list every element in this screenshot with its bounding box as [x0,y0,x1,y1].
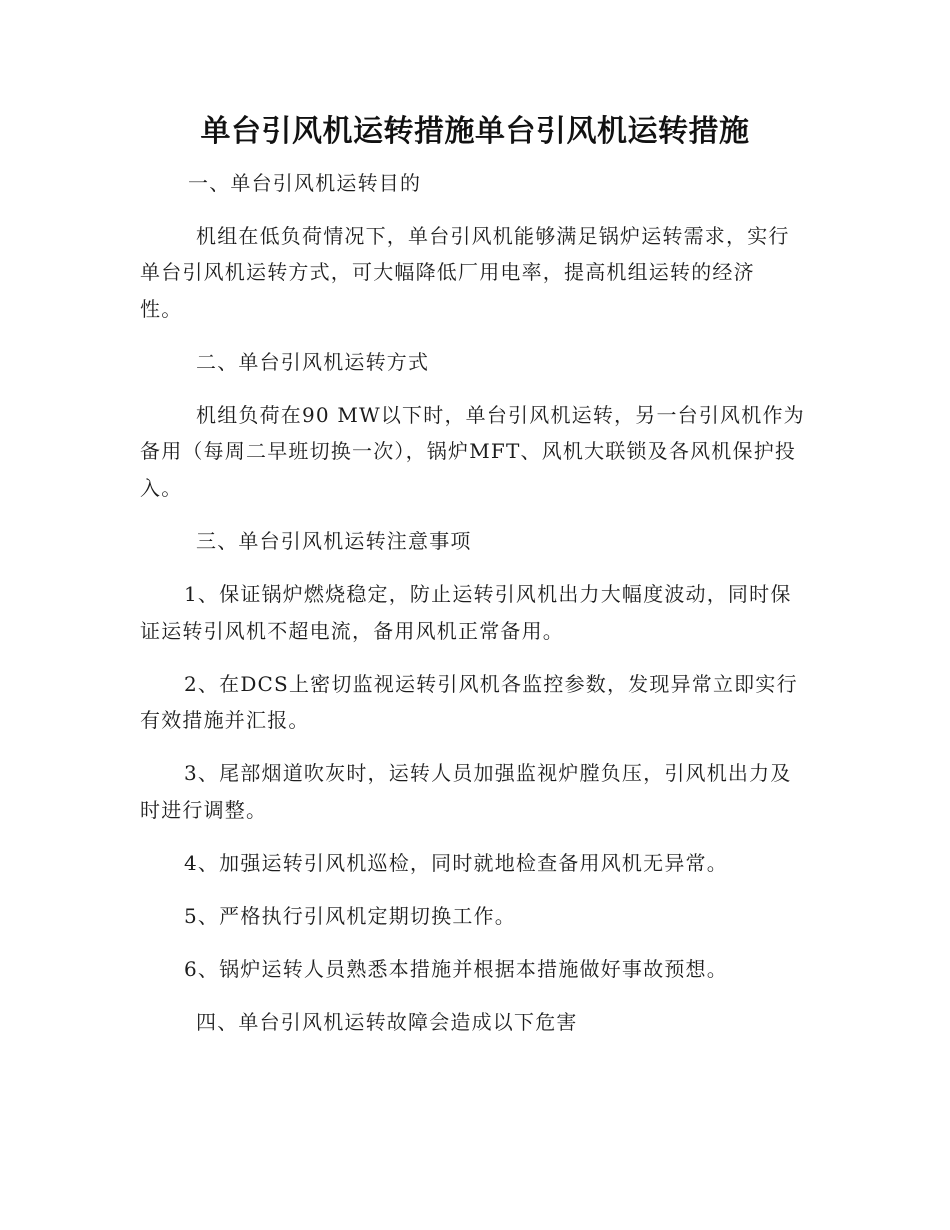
list-item-line: 时进行调整。 [140,798,268,822]
list-item-line: 1、保证锅炉燃烧稳定，防止运转引风机出力大幅度波动，同时保 [184,582,792,606]
paragraph-line: 机组在低负荷情况下，单台引风机能够满足锅炉运转需求，实行 [196,224,790,248]
list-item-line: 3、尾部烟道吹灰时，运转人员加强监视炉膛负压，引风机出力及 [184,761,792,785]
section-heading-1: 一、单台引风机运转目的 [188,171,422,195]
paragraph-line: 入。 [140,476,183,500]
document-title: 单台引风机运转措施单台引风机运转措施 [200,114,750,149]
section-heading-3: 三、单台引风机运转注意事项 [196,529,472,553]
paragraph-line: 单台引风机运转方式，可大幅降低厂用电率，提高机组运转的经济 [140,260,755,284]
paragraph-line: 备用（每周二早班切换一次），锅炉MFT、风机大联锁及各风机保护投 [140,439,797,463]
list-item-line: 6、锅炉运转人员熟悉本措施并根据本措施做好事故预想。 [184,957,728,981]
list-item-line: 2、在DCS上密切监视运转引风机各监控参数，发现异常立即实行 [184,672,798,696]
section-heading-2: 二、单台引风机运转方式 [196,350,430,374]
paragraph-line: 机组负荷在90 MW以下时，单台引风机运转，另一台引风机作为 [196,403,805,427]
section-heading-4: 四、单台引风机运转故障会造成以下危害 [196,1010,578,1034]
list-item-line: 4、加强运转引风机巡检，同时就地检查备用风机无异常。 [184,851,728,875]
paragraph-line: 性。 [140,297,183,321]
list-item-line: 5、严格执行引风机定期切换工作。 [184,904,516,928]
list-item-line: 有效措施并汇报。 [140,708,310,732]
list-item-line: 证运转引风机不超电流，备用风机正常备用。 [140,619,564,643]
